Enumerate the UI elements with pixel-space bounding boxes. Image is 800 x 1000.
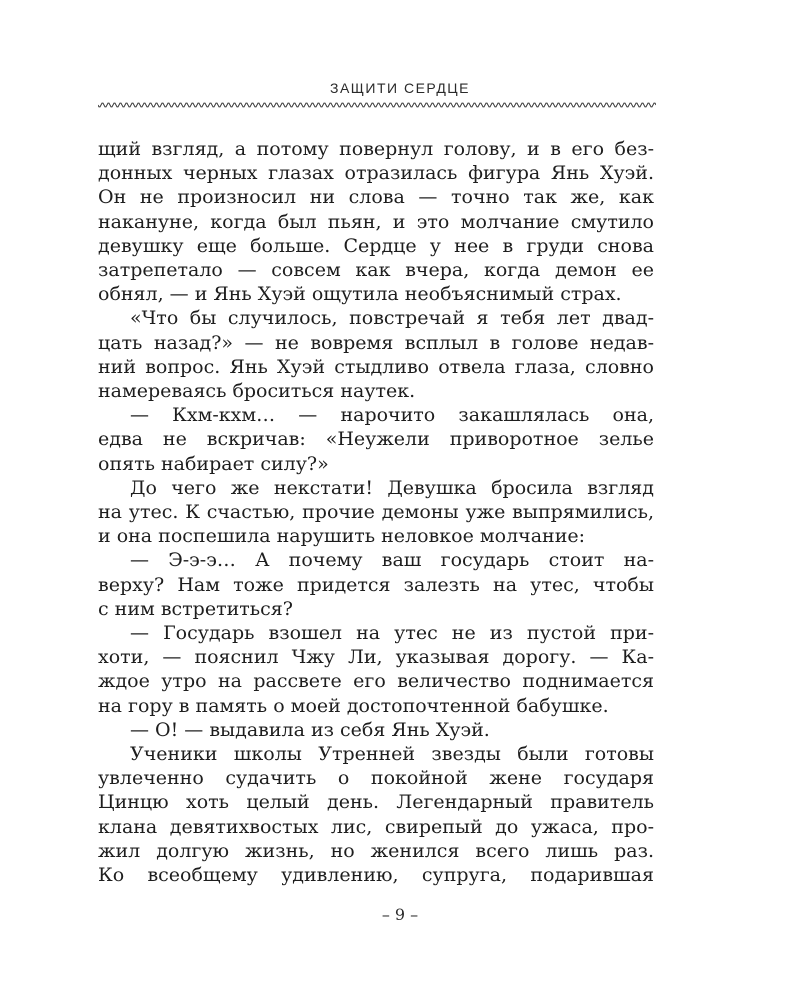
- text-line: — Кхм-кхм… — нарочито закашлялась она,: [130, 404, 654, 427]
- text-line: с ним встретиться?: [98, 597, 293, 620]
- running-header: ЗАЩИТИ СЕРДЦЕ: [329, 80, 470, 96]
- text-line: на утес. К счастью, прочие демоны уже выпрямились,: [98, 501, 654, 524]
- text-line: едва не вскричав: «Неужели приворотное зелье: [98, 428, 654, 451]
- body-text: [98, 137, 654, 887]
- text-line: — Государь взошел на утес не из пустой при-: [130, 622, 654, 645]
- text-line: затрепетало — совсем как вчера, когда демон ее: [98, 259, 654, 282]
- text-line: увлеченно судачить о покойной жене государя: [98, 767, 654, 790]
- text-line: верху? Нам тоже придется залезть на утес, чтобы: [98, 573, 654, 596]
- text-line: хоти, — пояснил Чжу Ли, указывая дорогу. — Ка-: [98, 646, 654, 669]
- text-line: Он не произносил ни слова — точно так же, как: [98, 186, 654, 209]
- text-line: обнял, — и Янь Хуэй ощутила необъяснимый страх.: [98, 283, 622, 306]
- text-line: ний вопрос. Янь Хуэй стыдливо отвела глаза, словно: [98, 355, 654, 378]
- text-line: накануне, когда был пьян, и это молчание смутило: [98, 210, 654, 233]
- text-line: Ученики школы Утренней звезды были готовы: [130, 743, 654, 766]
- text-line: До чего же некстати! Девушка бросила взгляд: [130, 476, 654, 499]
- text-line: ждое утро на рассвете его величество поднимается: [98, 670, 654, 693]
- text-line: опять набирает силу?»: [98, 452, 329, 475]
- text-line: Цинцю хоть целый день. Легендарный правитель: [98, 791, 654, 814]
- text-line: жил долгую жизнь, но женился всего лишь раз.: [98, 839, 654, 862]
- text-line: клана девятихвостых лис, свирепый до ужаса, про-: [98, 815, 654, 838]
- text-line: — Э-э-э… А почему ваш государь стоит на-: [130, 549, 654, 572]
- text-line: цать назад?» — не вовремя всплыл в голове недав-: [98, 331, 654, 354]
- text-line: — О! — выдавила из себя Янь Хуэй.: [130, 718, 490, 741]
- text-line: намереваясь броситься наутек.: [98, 380, 416, 403]
- text-line: на гору в память о моей достопочтенной бабушке.: [98, 694, 609, 717]
- text-line: и она поспешила нарушить неловкое молчание:: [98, 525, 586, 548]
- wavy-divider: [98, 100, 656, 110]
- text-line: донных черных глазах отразилась фигура Янь Хуэй.: [98, 162, 654, 185]
- page-number: – 9 –: [381, 905, 419, 924]
- text-line: девушку еще больше. Сердце у нее в груди снова: [98, 234, 654, 257]
- text-line: Ко всеобщему удивлению, супруга, подарившая: [98, 864, 654, 887]
- text-line: щий взгляд, а потому повернул голову, и в его без-: [98, 138, 654, 160]
- text-line: «Что бы случилось, повстречай я тебя лет двад-: [130, 307, 654, 330]
